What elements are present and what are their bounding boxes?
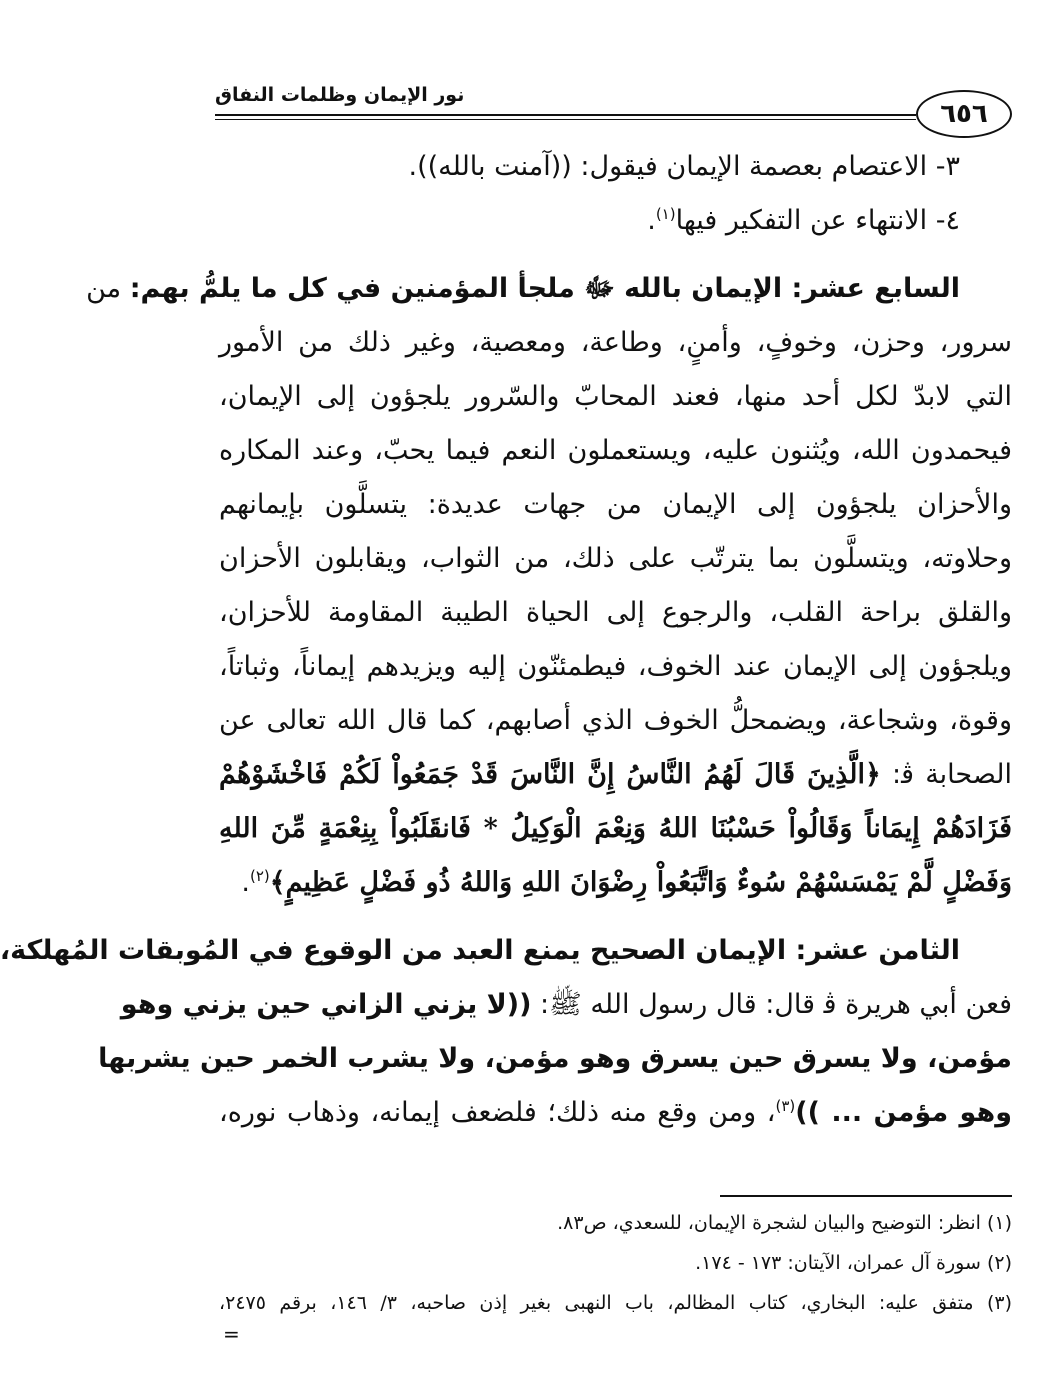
text-line bbox=[86, 262, 1012, 316]
footnote-1: (١) انظر: التوضيح والبيان لشجرة الإيمان، للسعدي، ص٨٣. bbox=[557, 1212, 1012, 1234]
paragraph-gap bbox=[219, 248, 1012, 262]
text-line bbox=[219, 316, 1012, 370]
text-line bbox=[98, 1032, 1012, 1086]
page-number: ٦٥٦ bbox=[916, 90, 1012, 138]
text-line bbox=[219, 532, 1012, 586]
footnote-3: (٣) متفق عليه: البخاري، كتاب المظالم، باب النهبى بغير إذن صاحبه، ٣/ ١٤٦، برقم ٢٤٧٥، bbox=[219, 1292, 1013, 1314]
text-line bbox=[219, 856, 1012, 910]
line-text: فيحمدون الله، ويُثنون عليه، ويستعملون النعم فيما يحبّ، وعند المكاره bbox=[219, 435, 1012, 466]
body-text bbox=[0, 140, 1012, 1140]
line-text: وحلاوته، ويتسلَّون بما يترتّب على ذلك، من الثواب، ويقابلون الأحزان bbox=[219, 543, 1012, 574]
header-rule-thin bbox=[215, 119, 916, 120]
text-line bbox=[120, 978, 1012, 1032]
text-line bbox=[219, 370, 1012, 424]
hadith-text: ((لا يزني الزاني حين يزني وهو bbox=[120, 989, 532, 1020]
quran-verse: ﴿الَّذِينَ قَالَ لَهُمُ النَّاسُ إِنَّ النَّاسَ قَدْ جَمَعُواْ لَكُمْ فَاخْشَوْهُمْ bbox=[219, 759, 881, 790]
text-line bbox=[219, 424, 1012, 478]
header-rule bbox=[215, 114, 916, 116]
footnote-2: (٢) سورة آل عمران، الآيتان: ١٧٣ - ١٧٤. bbox=[695, 1252, 1012, 1274]
text-line bbox=[219, 194, 1012, 248]
line-text: ويلجؤون إلى الإيمان عند الخوف، فيطمئنّون إليه ويزيدهم إيماناً، وثباتاً، bbox=[219, 651, 1012, 682]
section-heading: الثامن عشر: الإيمان الصحيح يمنع العبد من الوقوع في المُوبقات المُهلكة، bbox=[0, 935, 960, 966]
line-text: ، ومن وقع منه ذلك؛ فلضعف إيمانه، وذهاب نوره، bbox=[219, 1097, 776, 1128]
line-text: سرور، وحزن، وخوفٍ، وأمنٍ، وطاعة، ومعصية، وغير ذلك من الأمور bbox=[219, 327, 1012, 358]
text-line bbox=[0, 924, 1012, 978]
line-text: ٤- الانتهاء عن التفكير فيها bbox=[675, 205, 960, 236]
footnote-rule bbox=[720, 1195, 1012, 1197]
line-text: ٣- الاعتصام بعصمة الإيمان فيقول: ((آمنت بالله)). bbox=[408, 151, 960, 182]
line-text: من bbox=[86, 273, 130, 304]
quran-verse: فَزَادَهُمْ إِيمَاناً وَقَالُواْ حَسْبُنَا اللهُ وَنِعْمَ الْوَكِيلُ * فَانقَلَبُواْ بِنِعْمَةٍ مِّنَ اللهِ bbox=[219, 813, 1012, 844]
footnotes bbox=[219, 1203, 1012, 1345]
punctuation: . bbox=[647, 205, 656, 236]
continuation-mark: = bbox=[223, 1322, 240, 1346]
quran-verse: وَفَضْلٍ لَّمْ يَمْسَسْهُمْ سُوءٌ وَاتَّبَعُواْ رِضْوَانَ اللهِ وَاللهُ ذُو فَضْلٍ عَظِيمٍ﴾ bbox=[269, 867, 1012, 898]
punctuation: . bbox=[241, 867, 250, 898]
section-heading: السابع عشر: الإيمان بالله ﷻ ملجأ المؤمنين في كل ما يلمُّ بهم: bbox=[129, 273, 960, 304]
hadith-text: وهو مؤمن ... )) bbox=[795, 1097, 1012, 1128]
paragraph-gap bbox=[219, 910, 1012, 924]
text-line bbox=[219, 586, 1012, 640]
page-header bbox=[215, 72, 1012, 132]
line-text: والأحزان يلجؤون إلى الإيمان من جهات عديدة: يتسلَّون بإيمانهم bbox=[219, 489, 1012, 520]
hadith-text: مؤمن، ولا يسرق حين يسرق وهو مؤمن، ولا يشرب الخمر حين يشربها bbox=[98, 1043, 1012, 1074]
line-text: التي لابدّ لكل أحد منها، فعند المحابّ والسّرور يلجؤون إلى الإيمان، bbox=[219, 381, 1012, 412]
running-title: نور الإيمان وظلمات النفاق bbox=[215, 84, 465, 106]
text-line bbox=[219, 640, 1012, 694]
text-line bbox=[219, 748, 1012, 802]
text-line bbox=[219, 140, 1012, 194]
line-text: فعن أبي هريرة ﭬ قال: قال رسول الله ﷺ: bbox=[531, 989, 1012, 1020]
text-line bbox=[219, 1086, 1012, 1140]
footnote-ref: (٢) bbox=[249, 867, 270, 885]
footnote-ref: (٣) bbox=[775, 1097, 796, 1115]
line-text: والقلق براحة القلب، والرجوع إلى الحياة الطيبة المقاومة للأحزان، bbox=[219, 597, 1012, 628]
line-text: الصحابة ﭬ: bbox=[880, 759, 1012, 790]
line-text: وقوة، وشجاعة، ويضمحلُّ الخوف الذي أصابهم، كما قال الله تعالى عن bbox=[219, 705, 1012, 736]
text-line bbox=[219, 478, 1012, 532]
text-line bbox=[219, 802, 1012, 856]
text-line bbox=[219, 694, 1012, 748]
footnote-ref: (١) bbox=[655, 205, 676, 223]
